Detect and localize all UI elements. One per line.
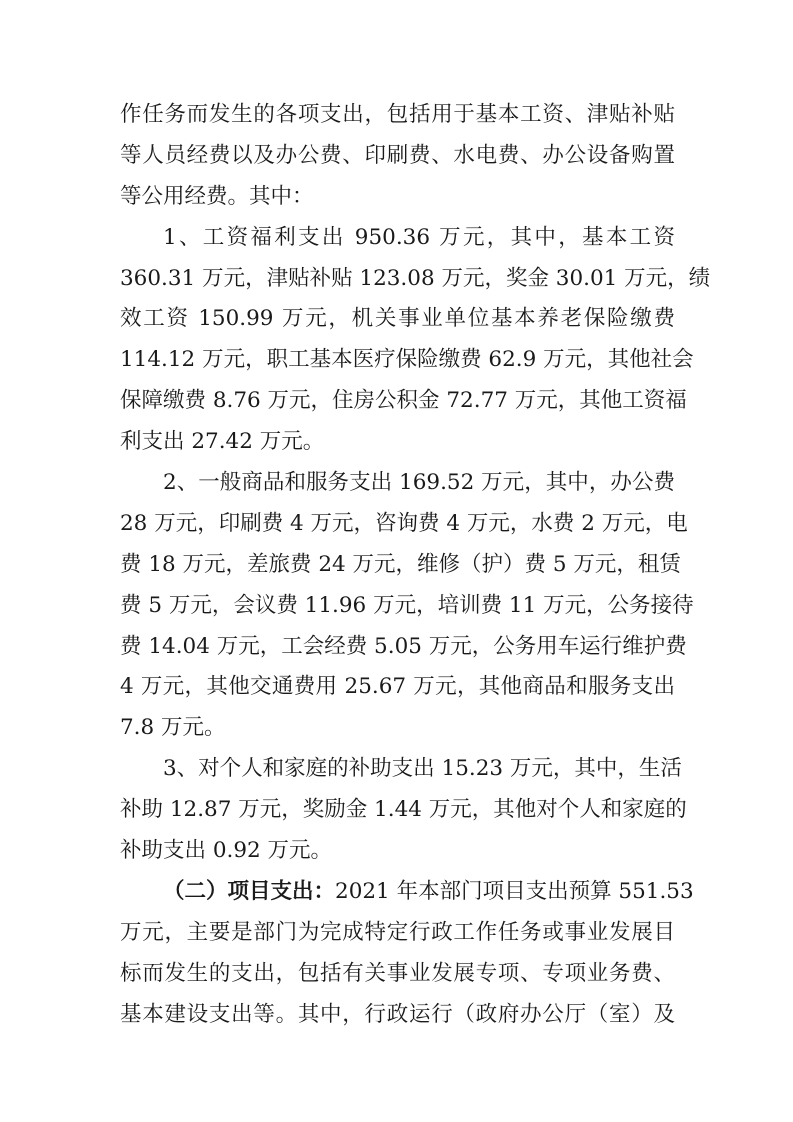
text-line: 1、工资福利支出 950.36 万元，其中，基本工资 [163, 224, 675, 250]
section-heading-project-expenditure: （二）项目支出： [163, 878, 336, 904]
text-line: 3、对个人和家庭的补助支出 15.23 万元，其中，生活 [163, 756, 682, 782]
text-line: 补助支出 0.92 万元。 [120, 838, 333, 864]
text-line: 28 万元，印刷费 4 万元，咨询费 4 万元，水费 2 万元，电 [120, 510, 688, 536]
text-line: 万元，主要是部门为完成特定行政工作任务或事业发展目 [120, 919, 675, 945]
text-line: 补助 12.87 万元，奖励金 1.44 万元，其他对个人和家庭的 [120, 797, 687, 823]
text-line: 费 5 万元，会议费 11.96 万元，培训费 11 万元，公务接待 [120, 592, 694, 618]
text-line: 等公用经费。其中： [120, 183, 314, 209]
text-line: 标而发生的支出，包括有关事业发展专项、专项业务费、 [120, 960, 675, 986]
project-expenditure-line [120, 872, 694, 913]
text-line: 作任务而发生的各项支出，包括用于基本工资、津贴补贴 [120, 102, 675, 127]
text-line: 360.31 万元，津贴补贴 123.08 万元，奖金 30.01 万元，绩 [120, 265, 711, 291]
text-line: 2、一般商品和服务支出 169.52 万元，其中，办公费 [163, 470, 675, 496]
text-line: 114.12 万元，职工基本医疗保险缴费 62.9 万元，其他社会 [120, 347, 694, 373]
text-line: 基本建设支出等。其中，行政运行（政府办公厅（室）及 [120, 1001, 675, 1027]
text-line: 7.8 万元。 [120, 715, 226, 741]
body-text [120, 95, 711, 1035]
text-line: 效工资 150.99 万元，机关事业单位基本养老保险缴费 [120, 306, 675, 332]
text-line: 费 18 万元，差旅费 24 万元，维修（护）费 5 万元，租赁 [120, 551, 681, 577]
text-line: 利支出 27.42 万元。 [120, 429, 325, 455]
text-line: 费 14.04 万元，工会经费 5.05 万元，公务用车运行维护费 [120, 633, 687, 659]
text-line: 4 万元，其他交通费用 25.67 万元，其他商品和服务支出 [120, 674, 675, 700]
text-line: 等人员经费以及办公费、印刷费、水电费、办公设备购置 [120, 142, 675, 168]
text-line: 2021 年本部门项目支出预算 551.53 [335, 878, 694, 904]
text-line: 保障缴费 8.76 万元，住房公积金 72.77 万元，其他工资福 [120, 388, 687, 414]
